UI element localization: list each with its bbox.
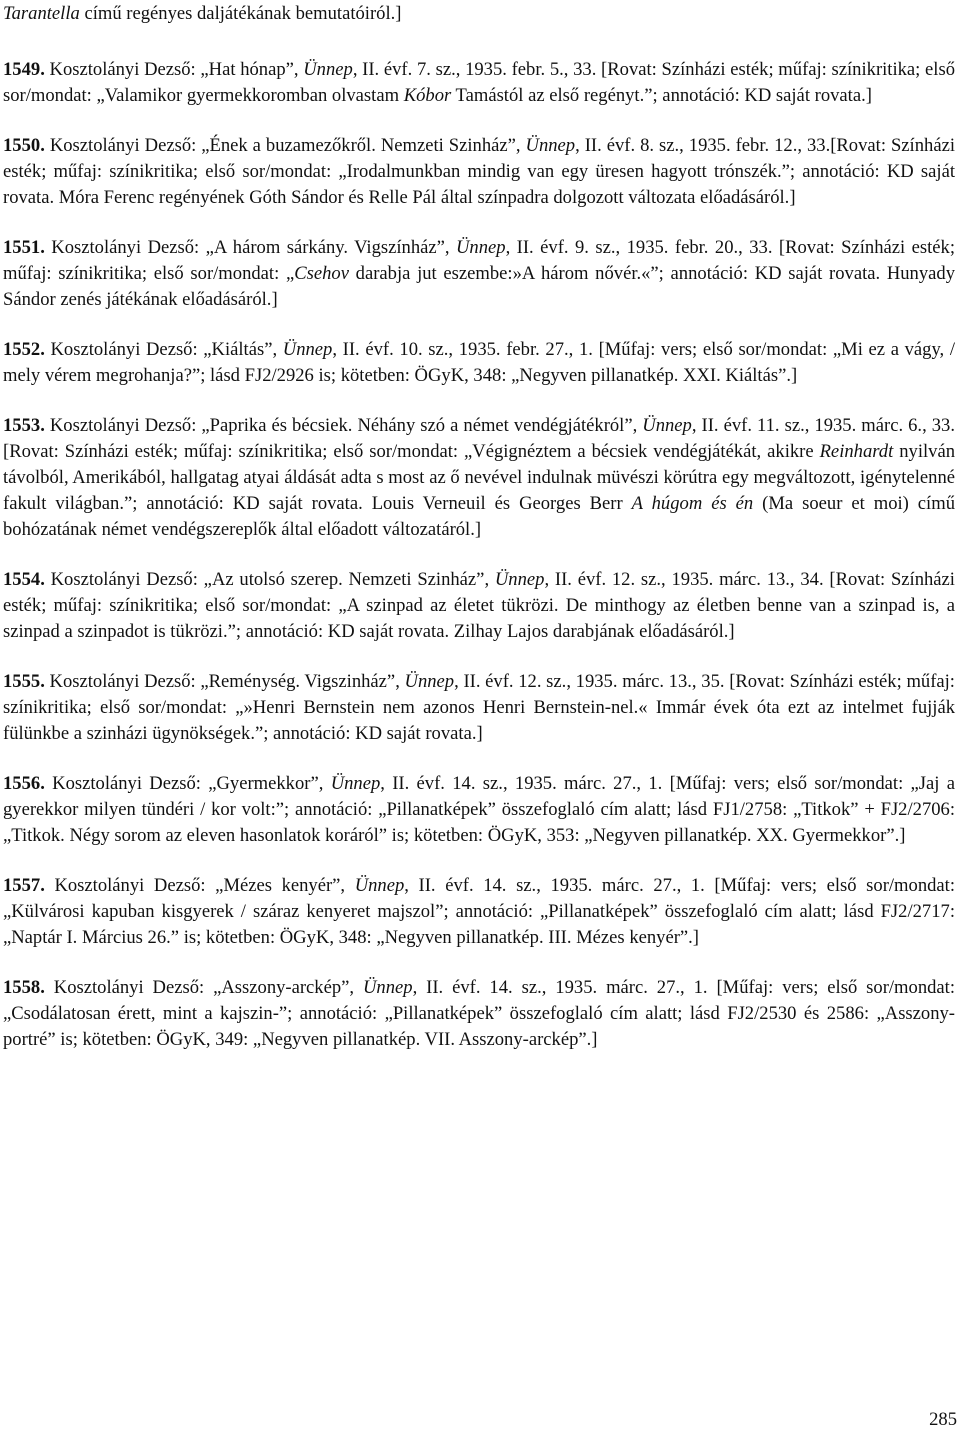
bibliography-entry	[3, 337, 955, 389]
entry-text: Kosztolányi Dezső: „Paprika és bécsiek. Néhány szó a német vendégjátékról”,	[44, 415, 643, 436]
entry-text: , II. évf. 12. sz., 1935. márc. 13., 34. [Rovat: Színházi esték; műfaj: színikritika; első sor/mondat: „A szinpad az életet tükrözi. De minthogy az életben benne van a szinpad is, a szinpad a szinpadot is tükrözi.”; annotáció: KD saját rovata. Zilhay Lajos darabjának előadásáról.]	[3, 569, 955, 642]
bibliography-entry	[3, 771, 955, 849]
entry-text: Kosztolányi Dezső: „Reménység. Vigszinház”,	[44, 671, 405, 692]
entry-number: 1550.	[3, 135, 45, 156]
entry-number: 1553.	[3, 415, 45, 436]
entry-italic-text: Ünnep	[330, 773, 381, 794]
entry-number: 1555.	[3, 671, 45, 692]
entry-italic-text: Ünnep	[525, 135, 576, 156]
entry-number: 1549.	[3, 59, 45, 80]
bibliography-list	[3, 57, 955, 1077]
entry-text: , II. évf. 7. sz., 1935. febr. 5., 33. [Rovat: Színházi esték; műfaj: színikritika; első sor/mondat: „Valamikor gyermekkoromban olvastam	[3, 59, 955, 106]
entry-italic-text: Ünnep	[303, 59, 353, 80]
entry-text: , II. évf. 12. sz., 1935. márc. 13., 35. [Rovat: Színházi esték; műfaj: színikritika; első sor/mondat: „»Henri Bernstein nem azonos Henri Bernstein-nel.« Immár évek óta ezt az intelmet fujják fülünkbe a szinházi ügynökségek.”; annotáció: KD saját rovata.]	[3, 671, 955, 744]
bibliography-entry	[3, 669, 955, 747]
entry-number: 1556.	[3, 773, 45, 794]
entry-text: Tamástól az első regényt.”; annotáció: KD saját rovata.]	[451, 85, 872, 106]
entry-text: darabja jut eszembe:»A három nővér.«”; annotáció: KD saját rovata. Hunyady Sándor zenés játékának előadásáról.]	[3, 263, 956, 310]
entry-text: Kosztolányi Dezső: „Kiáltás”,	[44, 339, 283, 360]
intro-rest: című regényes daljátékának bemutatóiról.]	[79, 3, 402, 24]
entry-text: , II. évf. 9. sz., 1935. febr. 20., 33. [Rovat: Színházi esték; műfaj: színikritika; első sor/mondat: „	[3, 237, 955, 284]
entry-italic-text: Reinhardt	[819, 441, 894, 462]
entry-number: 1551.	[3, 237, 45, 258]
bibliography-entry	[3, 57, 955, 109]
entry-italic-text: A húgom és én	[631, 493, 754, 514]
entry-text: , II. évf. 14. sz., 1935. márc. 27., 1. [Műfaj: vers; első sor/mondat: „Csodálatosan érett, mint a kajszin-”; annotáció: „Pillanatképek” összefoglaló cím alatt; lásd FJ2/2530 és 2586: „Asszony-portré” is; kötetben: ÖGyK, 349: „Negyven pillanatkép. VII. Asszony-arckép”.]	[3, 977, 955, 1050]
intro-title: Tarantella	[3, 3, 80, 24]
entry-number: 1558.	[3, 977, 45, 998]
entry-text: , II. évf. 14. sz., 1935. márc. 27., 1. [Műfaj: vers; első sor/mondat: „Jaj a gyerekkor milyen tündéri / kor volt:”; annotáció: „Pillanatképek” összefoglaló cím alatt; lásd FJ1/2758: „Titkok” + FJ2/2706: „Titkok. Négy sorom az eleven hasonlatok koráról” is; kötetben: ÖGyK, 353: „Negyven pillanatkép. XX. Gyermekkor”.]	[3, 773, 956, 846]
bibliography-entry	[3, 975, 955, 1053]
entry-text: Kosztolányi Dezső: „Asszony-arckép”,	[44, 977, 363, 998]
page-number: 285	[929, 1409, 957, 1430]
bibliography-entry	[3, 413, 955, 543]
bibliography-entry	[3, 133, 955, 211]
entry-italic-text: Ünnep	[404, 671, 455, 692]
entry-text: Kosztolányi Dezső: „Ének a buzamezőkről. Nemzeti Szinház”,	[44, 135, 526, 156]
entry-number: 1552.	[3, 339, 45, 360]
entry-number: 1557.	[3, 875, 45, 896]
entry-text: , II. évf. 8. sz., 1935. febr. 12., 33.[Rovat: Színházi esték; műfaj: színikritika; első sor/mondat: „Irodalmunkban mindig van egy üresen hagyott trónszék.”; annotáció: KD saját rovata. Móra Ferenc regényének Góth Sándor és Relle Pál által színpadra dolgozott változata előadásáról.]	[3, 135, 955, 208]
bibliography-entry	[3, 235, 955, 313]
entry-text: nyilván távolból, Amerikából, hallgatag atyai áldását adta s most az ő nevével indulnak müvészi körútra egy megváltozott, igénytelenné fakult világban.”; annotáció: KD saját rovata. Louis Verneuil és Georges Berr	[3, 441, 955, 514]
entry-italic-text: Ünnep	[354, 875, 405, 896]
entry-text: Kosztolányi Dezső: „Az utolsó szerep. Nemzeti Szinház”,	[44, 569, 495, 590]
entry-italic-text: Ünnep	[282, 339, 333, 360]
bibliography-entry	[3, 567, 955, 645]
entry-text: Kosztolányi Dezső: „Gyermekkor”,	[44, 773, 331, 794]
bibliography-entry	[3, 873, 955, 951]
entry-text: (Ma soeur et moi) című bohózatának német vendégszereplők által előadott változatáról.]	[3, 493, 955, 540]
intro-fragment	[3, 1, 955, 27]
entry-italic-text: Ünnep	[455, 237, 506, 258]
entry-italic-text: Kóbor	[403, 85, 452, 106]
entry-text: Kosztolányi Dezső: „Mézes kenyér”,	[44, 875, 355, 896]
entry-text: , II. évf. 10. sz., 1935. febr. 27., 1. [Műfaj: vers; első sor/mondat: „Mi ez a vágy, / mely vérem megrohanja?”; lásd FJ2/2926 is; kötetben: ÖGyK, 348: „Negyven pillanatkép. XXI. Kiáltás”.]	[3, 339, 956, 386]
entry-italic-text: Ünnep	[642, 415, 692, 436]
entry-number: 1554.	[3, 569, 45, 590]
entry-text: Kosztolányi Dezső: „Hat hónap”,	[44, 59, 304, 80]
entry-text: , II. évf. 14. sz., 1935. márc. 27., 1. [Műfaj: vers; első sor/mondat: „Külvárosi kapuban kisgyerek / száraz kenyeret majszol”; annotáció: „Pillanatképek” összefoglaló cím alatt; lásd FJ2/2717: „Naptár I. Március 26.” is; kötetben: ÖGyK, 348: „Negyven pillanatkép. III. Mézes kenyér”.]	[3, 875, 955, 948]
entry-italic-text: Ünnep	[362, 977, 413, 998]
entry-text: , II. évf. 11. sz., 1935. márc. 6., 33. [Rovat: Színházi esték; műfaj: színikritika; első sor/mondat: „Végignéztem a bécsiek vendégjátékát, akikre	[3, 415, 955, 462]
entry-text: Kosztolányi Dezső: „A három sárkány. Vigszínház”,	[44, 237, 456, 258]
entry-italic-text: Csehov	[294, 263, 349, 284]
entry-italic-text: Ünnep	[494, 569, 545, 590]
